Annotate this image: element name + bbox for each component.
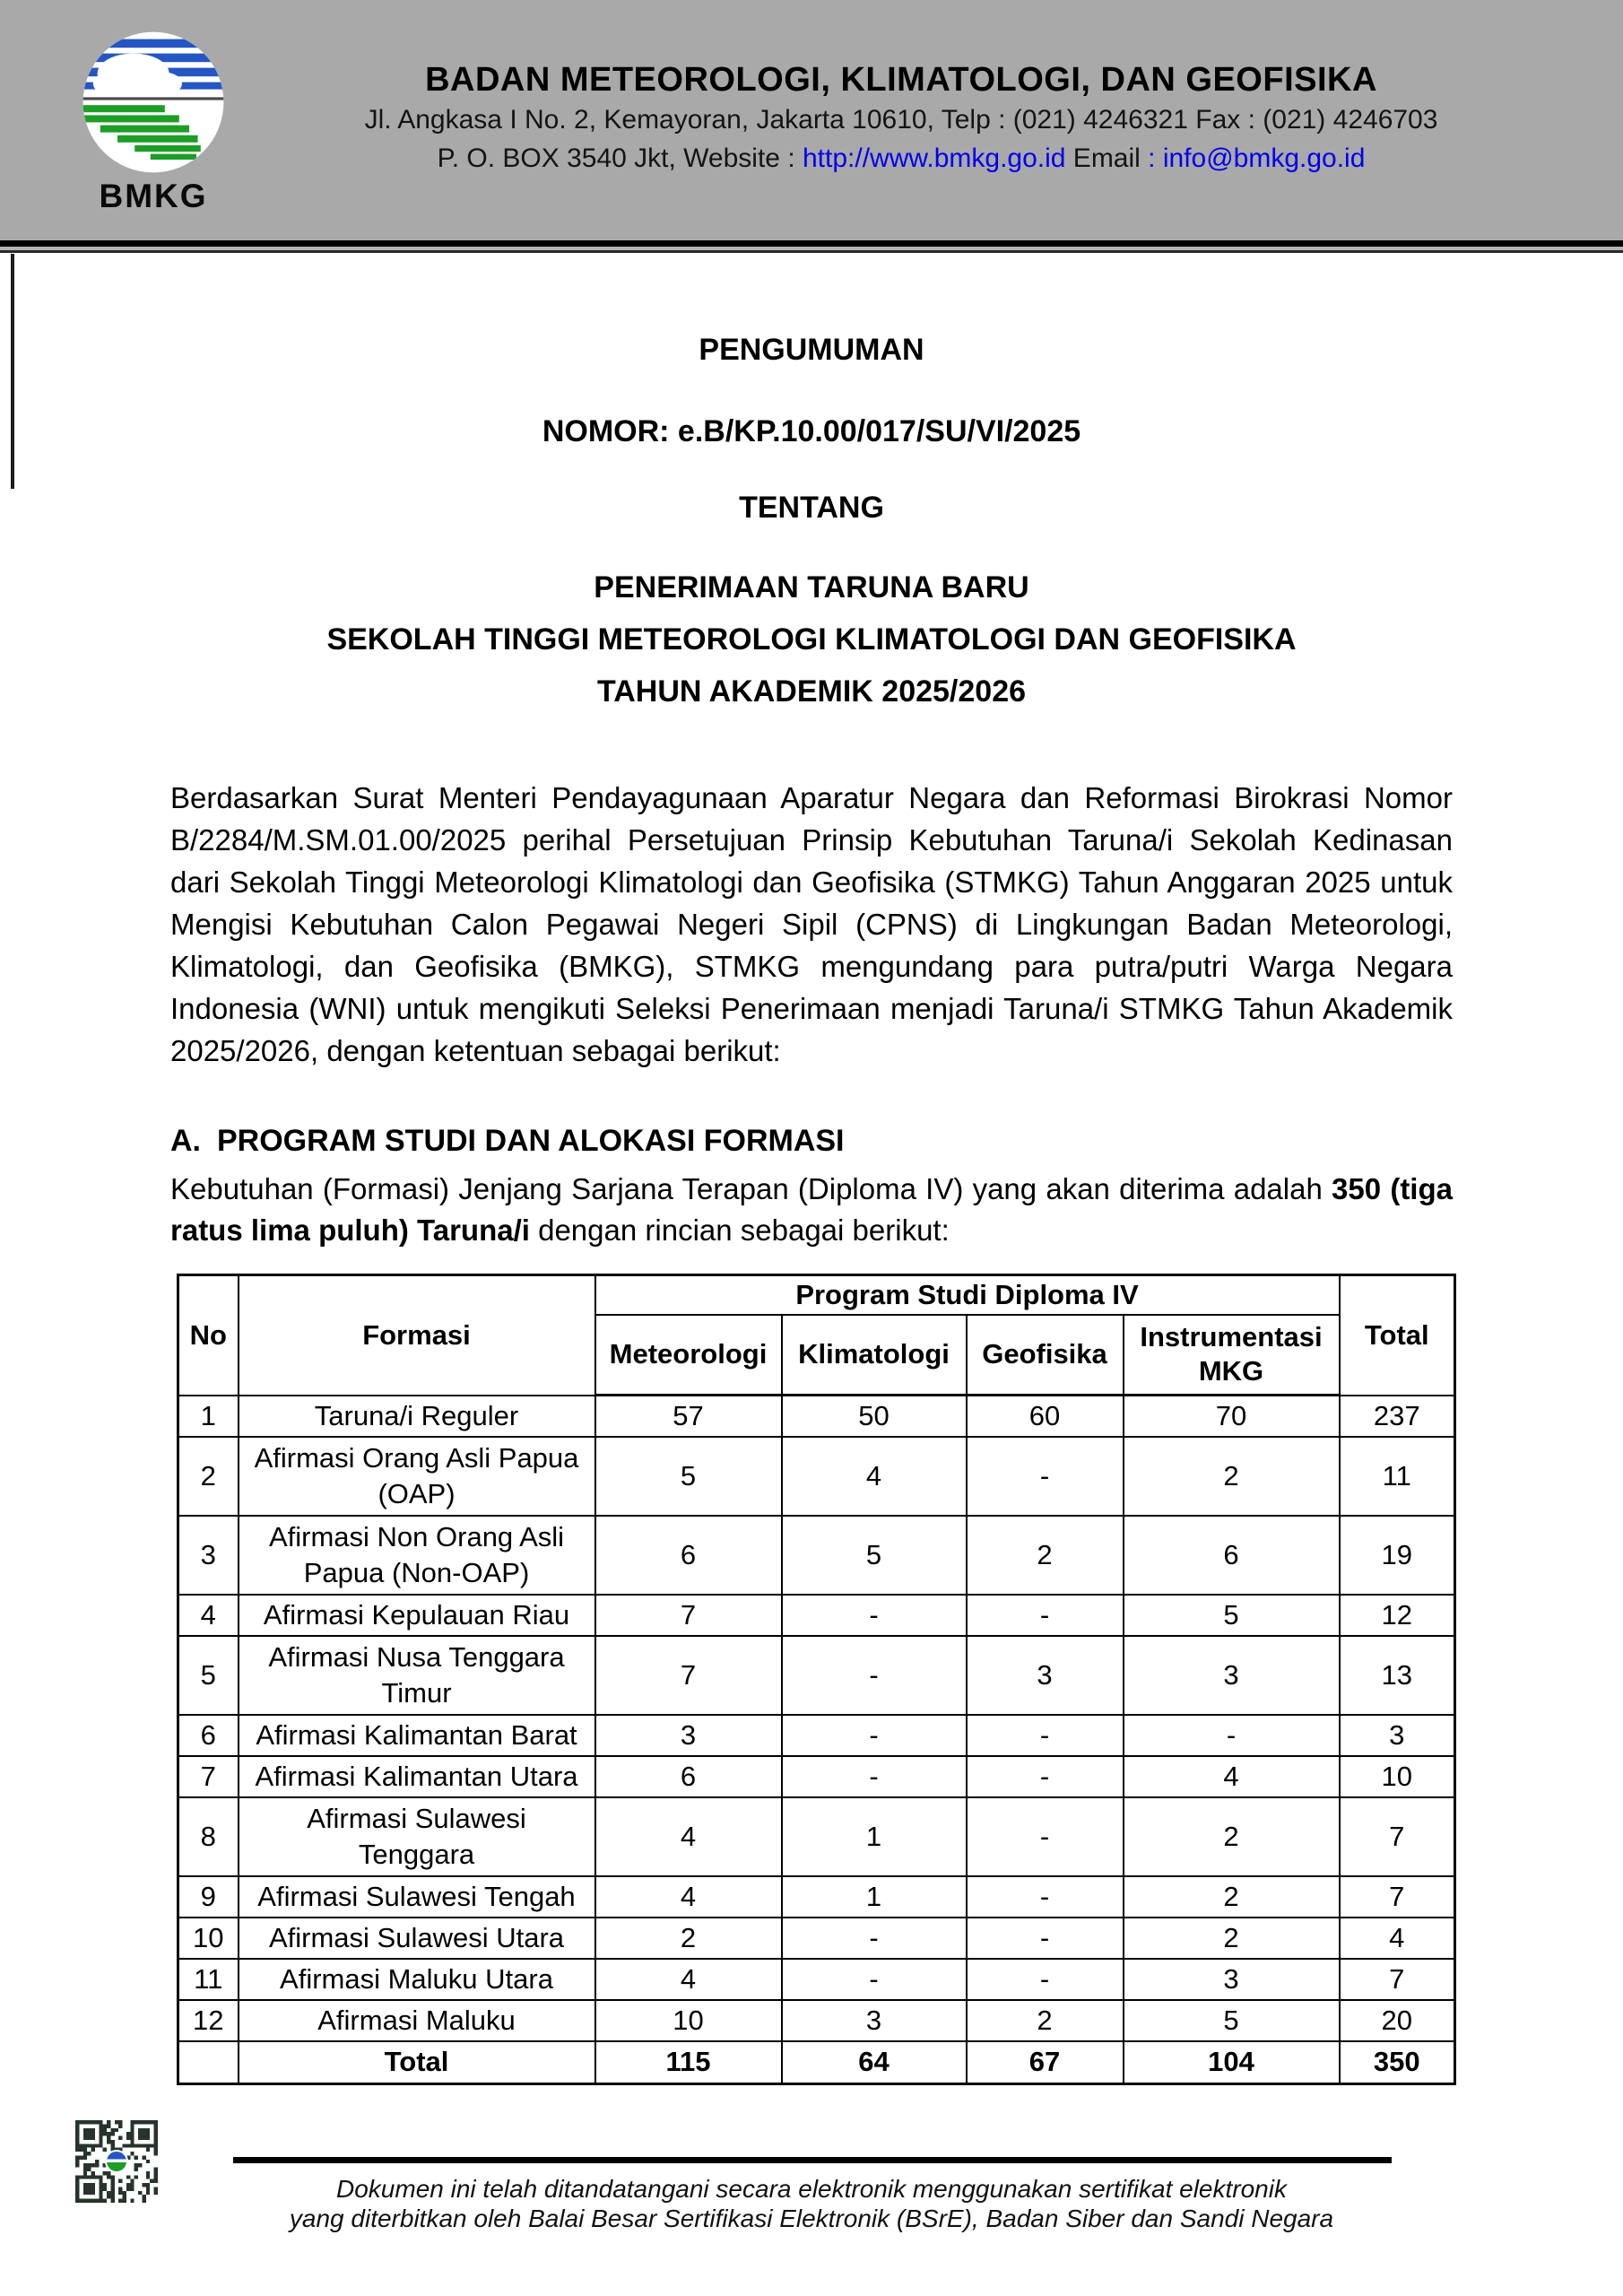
cell-value: - [967,1715,1124,1756]
doc-title-tahun: TAHUN AKADEMIK 2025/2026 [596,674,1027,709]
bmkg-logo-caption: BMKG [99,178,208,214]
address-line-2-middle: Email [1065,144,1149,173]
cell-total: 20 [1340,2000,1455,2041]
col-header-formasi: Formasi [239,1275,595,1396]
cell-value: - [782,1959,967,2000]
cell-no: 3 [178,1516,239,1595]
doc-title-sekolah: SEKOLAH TINGGI METEOROLOGI KLIMATOLOGI DAN GEOFISIKA [326,622,1297,657]
table-row [178,1876,1455,1918]
cell-value: 2 [1124,1797,1340,1876]
doc-title-pengumuman: PENGUMUMAN [699,333,924,367]
col-header-instrumentasi: Instrumentasi MKG [1124,1315,1340,1396]
cell-no: 6 [178,1715,239,1756]
cell-value: 6 [595,1756,782,1797]
cell-value: 1 [782,1797,967,1876]
table-row [178,1756,1455,1797]
cell-value: 3 [1124,1959,1340,2000]
cell-value: - [967,1756,1124,1797]
cell-value: 3 [1124,1636,1340,1715]
letterhead [0,0,1623,240]
cell-total: 3 [1340,1715,1455,1756]
cell-total: 4 [1340,1918,1455,1959]
cell-value: - [1124,1715,1340,1756]
cell-formasi: Afirmasi Kalimantan Utara [239,1756,595,1797]
cell-value: 4 [595,1876,782,1918]
total-row-label: Total [239,2041,595,2084]
cell-no: 12 [178,2000,239,2041]
cell-value: 5 [782,1516,967,1595]
total-instrumentasi: 104 [1124,2041,1340,2084]
bmkg-logo-icon [82,30,225,174]
cell-value: 3 [782,2000,967,2041]
table-header-row-1 [178,1275,1455,1315]
cell-value: 5 [1124,2000,1340,2041]
cell-formasi: Taruna/i Reguler [239,1396,595,1437]
cell-total: 7 [1340,1876,1455,1918]
footer-line-2: yang diterbitkan oleh Balai Besar Sertifikasi Elektronik (BSrE), Badan Siber dan Sandi Negara [289,2205,1334,2232]
total-row-no-cell [178,2041,239,2084]
cell-no: 2 [178,1437,239,1516]
table-row [178,1437,1455,1516]
cell-value: 2 [595,1918,782,1959]
cell-value: 50 [782,1396,967,1437]
cell-formasi: Afirmasi Sulawesi Tengah [239,1876,595,1918]
col-header-no: No [178,1275,239,1396]
cell-value: 1 [782,1876,967,1918]
cell-value: - [782,1756,967,1797]
cell-value: - [782,1918,967,1959]
intro-paragraph: Berdasarkan Surat Menteri Pendayagunaan Aparatur Negara dan Reformasi Birokrasi Nomor B/2284/M.SM.01.00/2025 perihal Persetujuan Prinsip Kebutuhan Taruna/i Sekolah Kedinasan dari Sekolah Tinggi Meteorologi Klimatologi dan Geofisika (STMKG) Tahun Anggaran 2025 untuk Mengisi Kebutuhan Calon Pegawai Negeri Sipil (CPNS) di Lingkungan Badan Meteorologi, Klimatologi, dan Geofisika (BMKG), STMKG mengundang para putra/putri Warga Negara Indonesia (WNI) untuk mengikuti Seleksi Penerimaan menjadi Taruna/i STMKG Tahun Akademik 2025/2026, dengan ketentuan sebagai berikut: [170,781,1453,1067]
total-meteorologi: 115 [595,2041,782,2084]
cell-formasi: Afirmasi Maluku Utara [239,1959,595,2000]
cell-value: 2 [1124,1918,1340,1959]
cell-total: 12 [1340,1595,1455,1636]
cell-total: 7 [1340,1797,1455,1876]
cell-total: 11 [1340,1437,1455,1516]
cell-value: 7 [595,1595,782,1636]
col-header-meteorologi: Meteorologi [595,1315,782,1396]
cell-formasi: Afirmasi Orang Asli Papua (OAP) [239,1437,595,1516]
website-link[interactable]: http://www.bmkg.go.id [803,144,1066,173]
table-row [178,1636,1455,1715]
cell-value: 5 [1124,1595,1340,1636]
cell-formasi: Afirmasi Kalimantan Barat [239,1715,595,1756]
cell-no: 8 [178,1797,239,1876]
col-header-total: Total [1340,1275,1455,1396]
doc-title-tentang: TENTANG [739,491,884,525]
cell-formasi: Afirmasi Kepulauan Riau [239,1595,595,1636]
total-grand: 350 [1340,2041,1455,2084]
formasi-table [177,1274,1456,2085]
col-header-group: Program Studi Diploma IV [595,1275,1340,1315]
table-row [178,1797,1455,1876]
cell-formasi: Afirmasi Maluku [239,2000,595,2041]
section-a-intro-tail: dengan rincian sebagai berikut: [529,1213,950,1247]
section-a-intro [170,1169,1453,1251]
table-row [178,1516,1455,1595]
footer-separator-line [233,2157,1392,2163]
cell-value: 2 [1124,1876,1340,1918]
cell-value: 4 [1124,1756,1340,1797]
cell-value: 10 [595,2000,782,2041]
cell-value: 3 [967,1636,1124,1715]
scan-artifact-line [11,254,14,489]
cell-value: - [782,1715,967,1756]
cell-formasi: Afirmasi Non Orang Asli Papua (Non-OAP) [239,1516,595,1595]
section-a-heading [170,1123,1453,1159]
cell-value: 2 [967,1516,1124,1595]
table-row [178,1715,1455,1756]
cell-formasi: Afirmasi Sulawesi Utara [239,1918,595,1959]
table-row [178,1595,1455,1636]
table-row [178,2000,1455,2041]
cell-no: 5 [178,1636,239,1715]
doc-title-nomor: NOMOR: e.B/KP.10.00/017/SU/VI/2025 [542,414,1081,448]
address-line-1: Jl. Angkasa I No. 2, Kemayoran, Jakarta 10610, Telp : (021) 4246321 Fax : (021) 4246703 [364,105,1438,135]
bmkg-logo [81,30,226,215]
letterhead-rule-thin [0,250,1623,253]
cell-value: 6 [595,1516,782,1595]
table-body [178,1396,1455,2041]
cell-total: 10 [1340,1756,1455,1797]
cell-no: 4 [178,1595,239,1636]
cell-value: 70 [1124,1396,1340,1437]
cell-value: - [782,1595,967,1636]
cell-no: 11 [178,1959,239,2000]
cell-value: - [782,1636,967,1715]
total-geofisika: 67 [967,2041,1124,2084]
cell-total: 13 [1340,1636,1455,1715]
cell-no: 10 [178,1918,239,1959]
cell-value: 60 [967,1396,1124,1437]
cell-no: 7 [178,1756,239,1797]
cell-value: 5 [595,1437,782,1516]
cell-total: 237 [1340,1396,1455,1437]
qr-center-logo-icon [105,2150,128,2173]
cell-value: - [967,1876,1124,1918]
cell-value: 4 [782,1437,967,1516]
col-header-geofisika: Geofisika [967,1315,1124,1396]
cell-value: 4 [595,1959,782,2000]
total-klimatologi: 64 [782,2041,967,2084]
cell-no: 1 [178,1396,239,1437]
section-a-label: A. [170,1124,201,1158]
cell-value: - [967,1595,1124,1636]
letterhead-rule-thick [0,240,1623,247]
cell-value: - [967,1918,1124,1959]
table-row [178,1396,1455,1437]
cell-value: 2 [967,2000,1124,2041]
cell-total: 7 [1340,1959,1455,2000]
cell-total: 19 [1340,1516,1455,1595]
cell-value: 6 [1124,1516,1340,1595]
section-a-title: PROGRAM STUDI DAN ALOKASI FORMASI [217,1124,845,1158]
cell-value: - [967,1797,1124,1876]
cell-formasi: Afirmasi Sulawesi Tenggara [239,1797,595,1876]
letterhead-text [244,59,1558,178]
section-a-intro-bold: 350 (tiga ratus lima puluh) Taruna/i [170,1172,1453,1247]
cell-value: 57 [595,1396,782,1437]
address-line-2-prefix: P. O. BOX 3540 Jkt, Website : [437,144,803,173]
cell-formasi: Afirmasi Nusa Tenggara Timur [239,1636,595,1715]
org-name: BADAN METEOROLOGI, KLIMATOLOGI, DAN GEOFISIKA [425,61,1377,99]
email-link[interactable]: : info@bmkg.go.id [1148,144,1366,173]
cell-value: - [967,1437,1124,1516]
cell-value: 7 [595,1636,782,1715]
footer-signature-note [0,2174,1623,2233]
address-line-2 [244,139,1558,178]
document-body [170,318,1453,2085]
doc-title-penerimaan: PENERIMAAN TARUNA BARU [594,570,1029,604]
cell-value: - [967,1959,1124,2000]
cell-value: 2 [1124,1437,1340,1516]
cell-no: 9 [178,1876,239,1918]
table-row [178,1959,1455,2000]
table-total-row [178,2041,1455,2084]
cell-value: 3 [595,1715,782,1756]
footer-line-1: Dokumen ini telah ditandatangani secara elektronik menggunakan sertifikat elektronik [336,2175,1287,2203]
col-header-klimatologi: Klimatologi [782,1315,967,1396]
cell-value: 4 [595,1797,782,1876]
table-row [178,1918,1455,1959]
section-a-intro-text: Kebutuhan (Formasi) Jenjang Sarjana Terapan (Diploma IV) yang akan diterima adalah [170,1172,1332,1205]
